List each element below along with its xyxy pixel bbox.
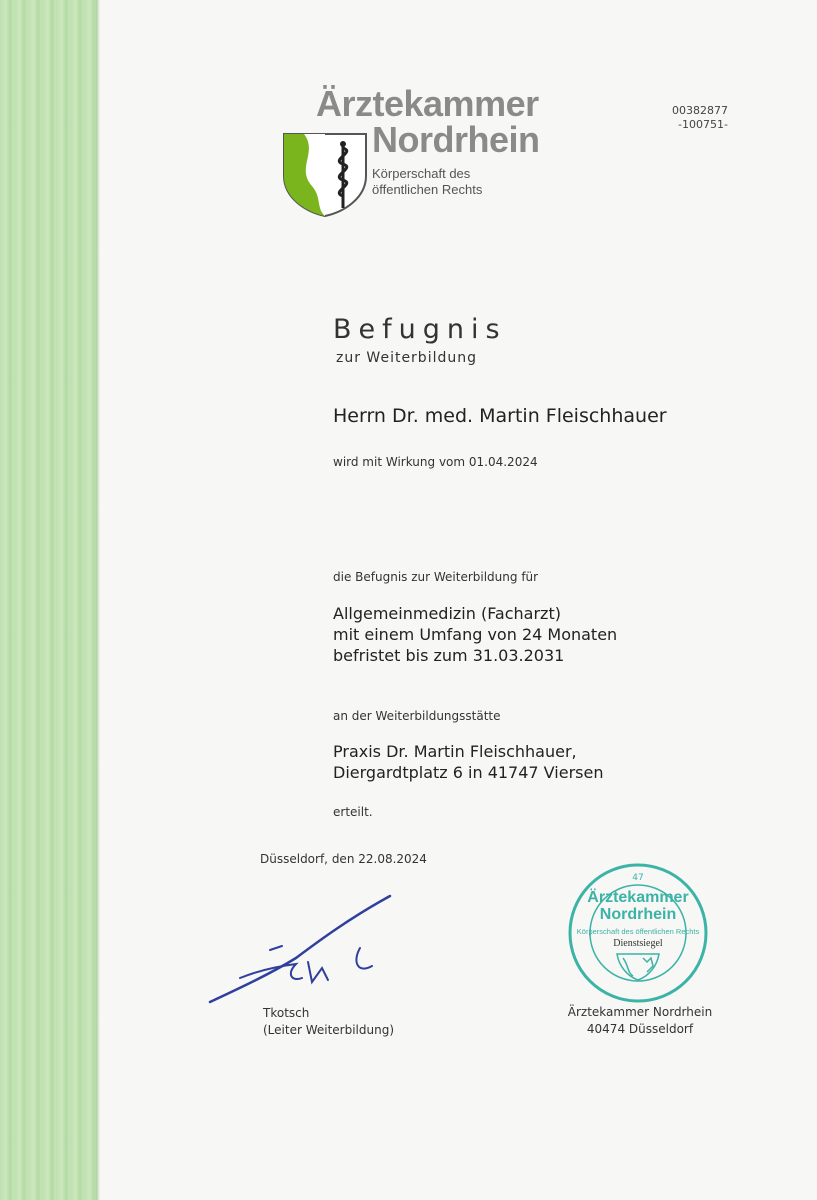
issuer-address: 40474 Düsseldorf — [586, 1022, 694, 1036]
authorization-intro: die Befugnis zur Weiterbildung für — [333, 570, 539, 584]
seal-line2: Nordrhein — [599, 906, 677, 923]
granted-text: erteilt. — [333, 805, 373, 819]
facility-line: Praxis Dr. Martin Fleischhauer, — [333, 742, 577, 761]
specialty-line: Allgemeinmedizin (Facharzt) — [333, 604, 561, 623]
document-subtitle: zur Weiterbildung — [336, 350, 477, 366]
signatory-role: (Leiter Weiterbildung) — [263, 1023, 395, 1037]
issuer-block — [560, 1004, 720, 1038]
green-stripe — [0, 0, 96, 1200]
specialty-block — [333, 603, 617, 666]
crest-icon — [282, 132, 368, 218]
recipient-name: Herrn Dr. med. Martin Fleischhauer — [333, 405, 667, 427]
seal-label: Dienstsiegel — [613, 938, 663, 949]
specialty-line: befristet bis zum 31.03.2031 — [333, 646, 565, 665]
seal-line1: Ärztekammer — [587, 889, 689, 906]
facility-block — [333, 741, 603, 783]
logo-subtitle-line2: öffentlichen Rechts — [372, 182, 483, 197]
effective-date: wird mit Wirkung vom 01.04.2024 — [333, 455, 538, 469]
document-title: Befugnis — [333, 314, 507, 345]
logo-title-line2: Nordrhein — [372, 119, 540, 160]
reference-number — [672, 104, 728, 132]
logo-subtitle — [372, 166, 532, 198]
stripe-edge — [96, 0, 100, 1200]
facility-intro: an der Weiterbildungsstätte — [333, 709, 501, 723]
facility-line: Diergardtplatz 6 in 41747 Viersen — [333, 763, 604, 782]
official-seal — [567, 862, 709, 1004]
place-date: Düsseldorf, den 22.08.2024 — [260, 852, 427, 866]
signatory-name: Tkotsch — [263, 1006, 310, 1020]
seal-ring-text: Körperschaft des öffentlichen Rechts — [576, 927, 700, 936]
logo-title-line1: Ärztekammer — [316, 83, 539, 124]
specialty-line: mit einem Umfang von 24 Monaten — [333, 625, 618, 644]
logo-subtitle-line1: Körperschaft des — [372, 166, 471, 181]
signature-image — [200, 878, 400, 1008]
issuer-name: Ärztekammer Nordrhein — [567, 1005, 713, 1019]
chamber-logo — [280, 82, 580, 222]
reference-number-main: 00382877 — [672, 104, 728, 117]
signatory — [263, 1005, 394, 1039]
seal-number: 47 — [632, 873, 644, 883]
reference-code: -100751- — [678, 118, 728, 131]
